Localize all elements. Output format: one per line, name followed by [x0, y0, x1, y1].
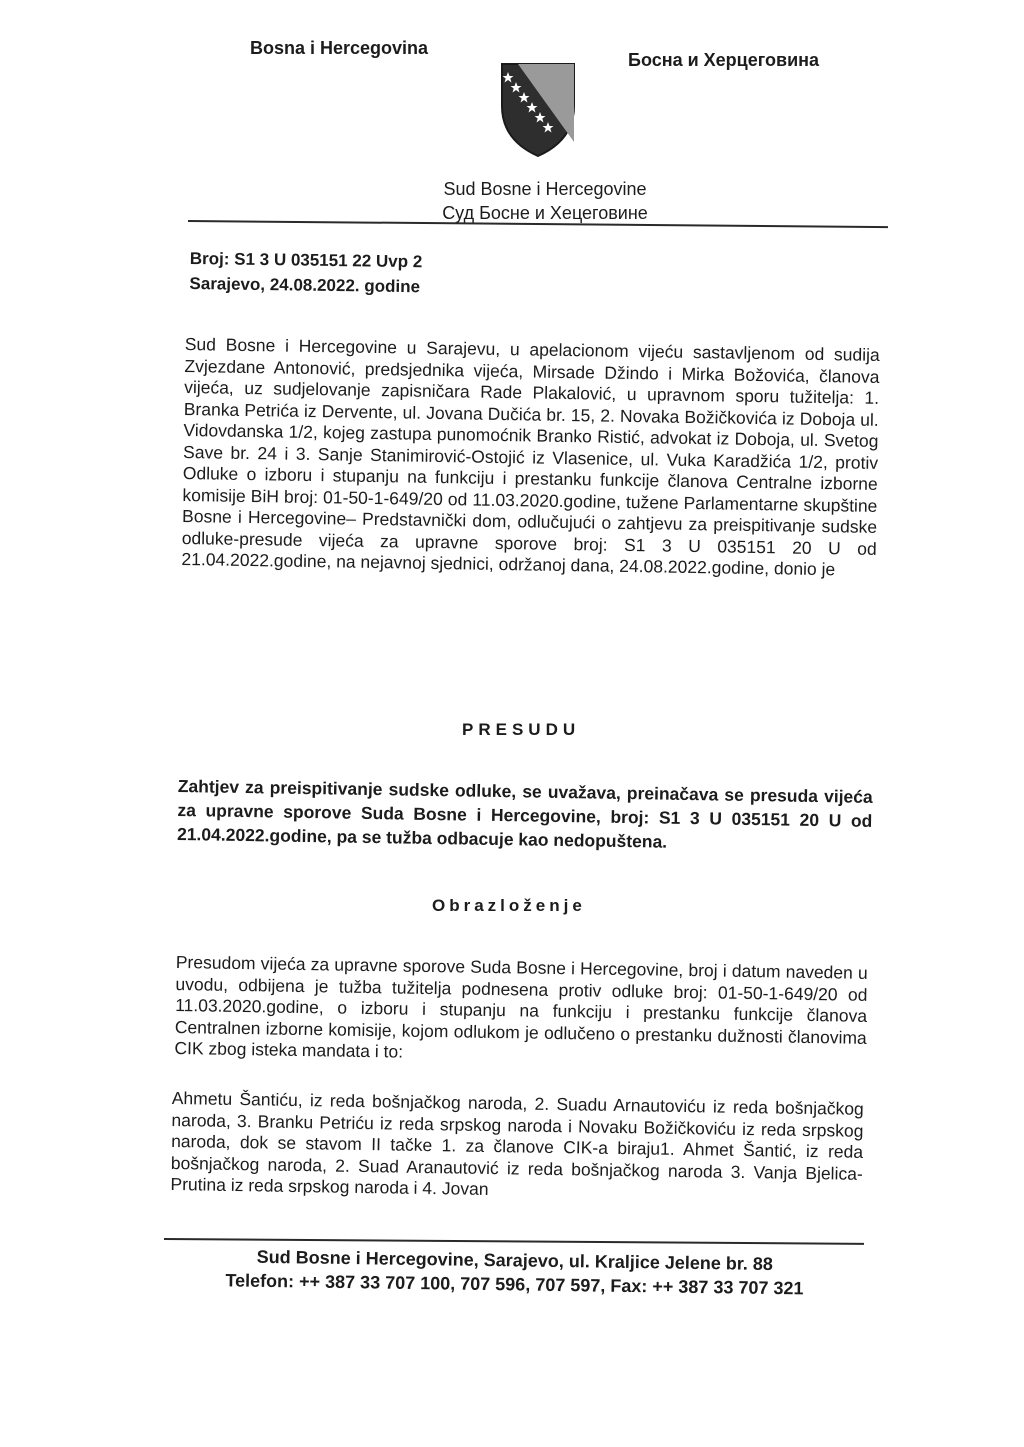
verdict-heading: PRESUDU: [462, 720, 581, 739]
footer-divider: [164, 1238, 864, 1245]
case-number: Broj: S1 3 U 035151 22 Uvp 2: [189, 248, 423, 272]
reasoning-paragraph-2: Ahmetu Šantiću, iz reda bošnjačkog naroda, 2. Suadu Arnautoviću iz reda bošnjačkog naroda, 3. Branku Petriću iz reda srpskog naroda i Novaku Božičkoviću iz reda srpskog naroda, dok se stavom II tačke 1. za članove CIK-a biraju1. Ahmet Šantić, iz reda bošnjačkog naroda, 2. Suad Aranautović iz reda bošnjačkog naroda 3. Vanja Bjelica-Prutina iz reda srpskog naroda i 4. Jovan: [170, 1088, 864, 1199]
coat-of-arms-icon: [498, 62, 578, 158]
country-name-cyrillic: Босна и Херцеговина: [628, 50, 820, 70]
footer: [199, 1244, 830, 1301]
country-name-latin: Bosna i Hercegovina: [250, 38, 429, 58]
footer-address: Sud Bosne i Hercegovine, Sarajevo, ul. Kraljice Jelene br. 88: [256, 1246, 774, 1274]
court-name-cyrillic: Суд Босне и Хецеговине: [442, 203, 648, 223]
reasoning-heading: Obrazloženje: [432, 896, 586, 915]
case-place-date: Sarajevo, 24.08.2022. godine: [189, 273, 421, 297]
court-header: [380, 177, 710, 225]
verdict-text: Zahtjev za preispitivanje sudske odluke, se uvažava, preinačava se presuda vijeća za upravne sporove Suda Bosne i Hercegovine, broj: S1 3 U 035151 20 U od 21.04.2022.godine, pa se tužba odbacuje kao nedopuštena.: [176, 775, 873, 852]
footer-contact: Telefon: ++ 387 33 707 100, 707 596, 707 597, Fax: ++ 387 33 707 321: [225, 1270, 804, 1299]
intro-paragraph: Sud Bosne i Hercegovine u Sarajevu, u apelacionom vijeću sastavljenom od sudija Zvjezdane Antonović, predsjednika vijeća, Mirsade Džindo i Mirka Božovića, članova vijeća, uz sudjelovanje zapisničara Rade Plakalović, u upravnom sporu tužitelja: 1. Branka Petrića iz Dervente, ul. Jovana Dučića br. 15, 2. Novaka Božičkovića iz Doboja ul. Vidovdanska 1/2, kojeg zastupa punomoćnik Branko Ristić, advokat iz Doboja, ul. Svetog Save br. 24 i 3. Sanje Stanimirović-Ostojić iz Vlasenice, ul. Vuka Karadžića 1/2, protiv Odluke o izboru i stupanju na funkciju i prestanku funkcije članova Centralne izborne komisije BiH broj: 01-50-1-649/20 od 11.03.2020.godine, tužene Parlamentarne skupštine Bosne i Hercegovine– Predstavnički dom, odlučujući o zahtjevu za preispitivanje sudske odluke-presude vijeća za upravne sporove broj: S1 3 U 035151 20 U od 21.04.2022.godine, na nejavnoj sjednici, održanoj dana, 24.08.2022.godine, donio je: [181, 334, 880, 580]
court-name-latin: Sud Bosne i Hercegovine: [443, 179, 647, 199]
reasoning-paragraph-1: Presudom vijeća za upravne sporove Suda Bosne i Hercegovine, broj i datum naveden u uvodu, odbijena je tužba tužitelja podnesena protiv odluke broj: 01-50-1-649/20 od 11.03.2020.godine, o izboru i stupanju na funkciju i prestanku funkcije članova Centralnen izborne komisije, kojom odlukom je odlučeno o prestanku dužnosti članovima CIK zbog isteka mandata i to:: [174, 952, 868, 1062]
case-reference: [189, 246, 422, 299]
